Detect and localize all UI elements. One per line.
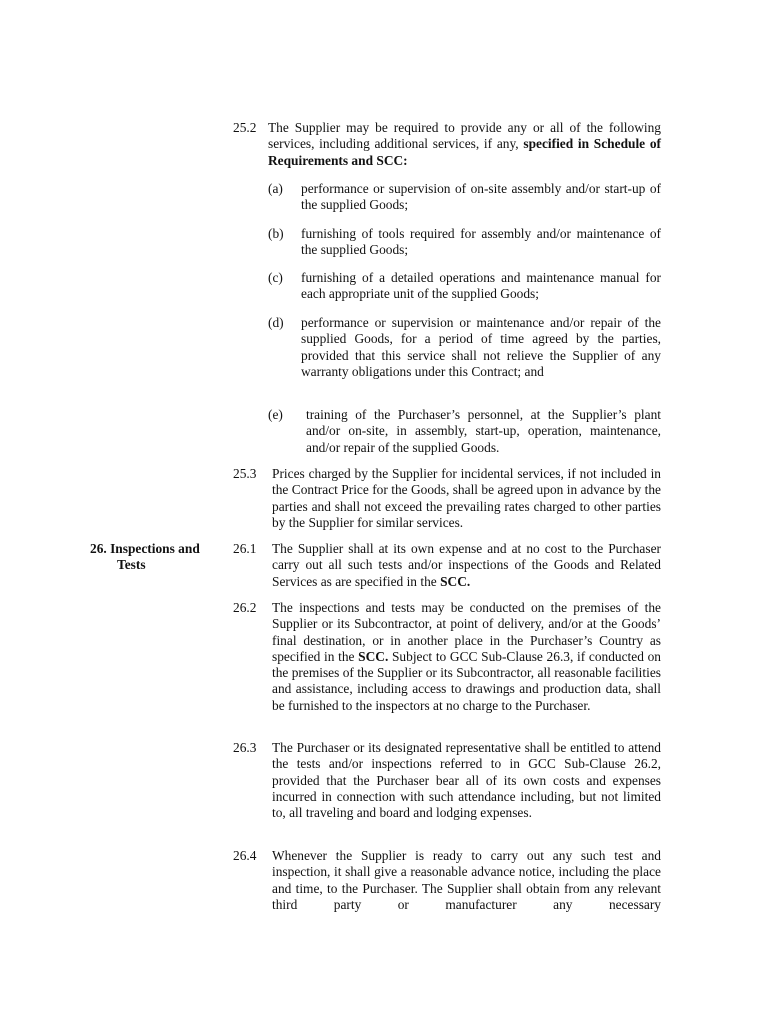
item-text: furnishing of a detailed operations and maintenance manual for each appropriate unit of the supplied Goods;	[301, 270, 661, 302]
clause-26-3-text: The Purchaser or its designated representative shall be entitled to attend the tests and/or inspections referred to in GCC Sub-Clause 26.2, provided that the Purchaser bear all of its own costs and expenses incurred in connection with such attendance including, but not limited to, all traveling and board and lodging expenses.	[272, 740, 661, 821]
clause-number: 26.4	[233, 848, 257, 863]
item-text: performance or supervision or maintenance and/or repair of the supplied Goods, for a period of time agreed by the parties, provided that this service shall not relieve the Supplier of any warranty obligations under this Contract; and	[301, 315, 661, 379]
clause-bold-text: specified in Schedule of Requirements and SCC:	[268, 136, 661, 168]
clause-number: 25.3	[233, 466, 257, 481]
clause-26-4-text: Whenever the Supplier is ready to carry out any such test and inspection, it shall give a reasonable advance notice, including the place and time, to the Purchaser. The Supplier shall obtain from any relevant third party or manufacturer any necessary	[272, 848, 661, 912]
clause-number: 26.3	[233, 740, 257, 755]
clause-number: 26.2	[233, 600, 257, 615]
clause-bold-text: SCC.	[440, 573, 471, 589]
section-heading: 26. Inspections and	[90, 541, 200, 556]
item-label: (b)	[268, 226, 284, 241]
item-text: furnishing of tools required for assembly and/or maintenance of the supplied Goods;	[301, 226, 661, 258]
clause-text: The Supplier may be required to provide any or all of the following services, including additional services, if any,	[268, 120, 661, 152]
item-text: performance or supervision of on-site assembly and/or start-up of the supplied Goods;	[301, 181, 661, 213]
section-heading-continued: Tests	[117, 557, 146, 572]
clause-text: The Supplier shall at its own expense and at no cost to the Purchaser carry out all such tests and/or inspections of the Goods and Related Services as are specified in the	[272, 541, 661, 589]
clause-25-2-intro	[268, 120, 661, 169]
item-text: training of the Purchaser’s personnel, at the Supplier’s plant and/or on-site, in assembly, start-up, operation, maintenance, and/or repair of the supplied Goods.	[306, 407, 661, 455]
clause-25-3-text: Prices charged by the Supplier for incidental services, if not included in the Contract Price for the Goods, shall be agreed upon in advance by the parties and shall not exceed the prevailing rates charged to other parties by the Supplier for similar services.	[272, 466, 661, 530]
clause-26-1	[272, 541, 661, 590]
clause-text-continued: Subject to GCC Sub-Clause 26.3, if conducted on the premises of the Supplier or its Subcontractor, all reasonable facilities and assistance, including access to drawings and production data, shall be furnished to the inspectors at no charge to the Purchaser.	[272, 648, 661, 713]
item-label: (d)	[268, 315, 284, 330]
item-label: (e)	[268, 407, 283, 422]
clause-bold-text: SCC.	[358, 648, 389, 664]
clause-text: The inspections and tests may be conducted on the premises of the Supplier or its Subcontractor, at point of delivery, and/or at the Goods’ final destination, or in another place in the Purchaser’s Country as specified in the	[272, 600, 661, 664]
clause-number: 26.1	[233, 541, 257, 556]
clause-26-2	[272, 600, 661, 714]
clause-number: 25.2	[233, 120, 257, 135]
item-label: (a)	[268, 181, 283, 196]
item-label: (c)	[268, 270, 283, 285]
